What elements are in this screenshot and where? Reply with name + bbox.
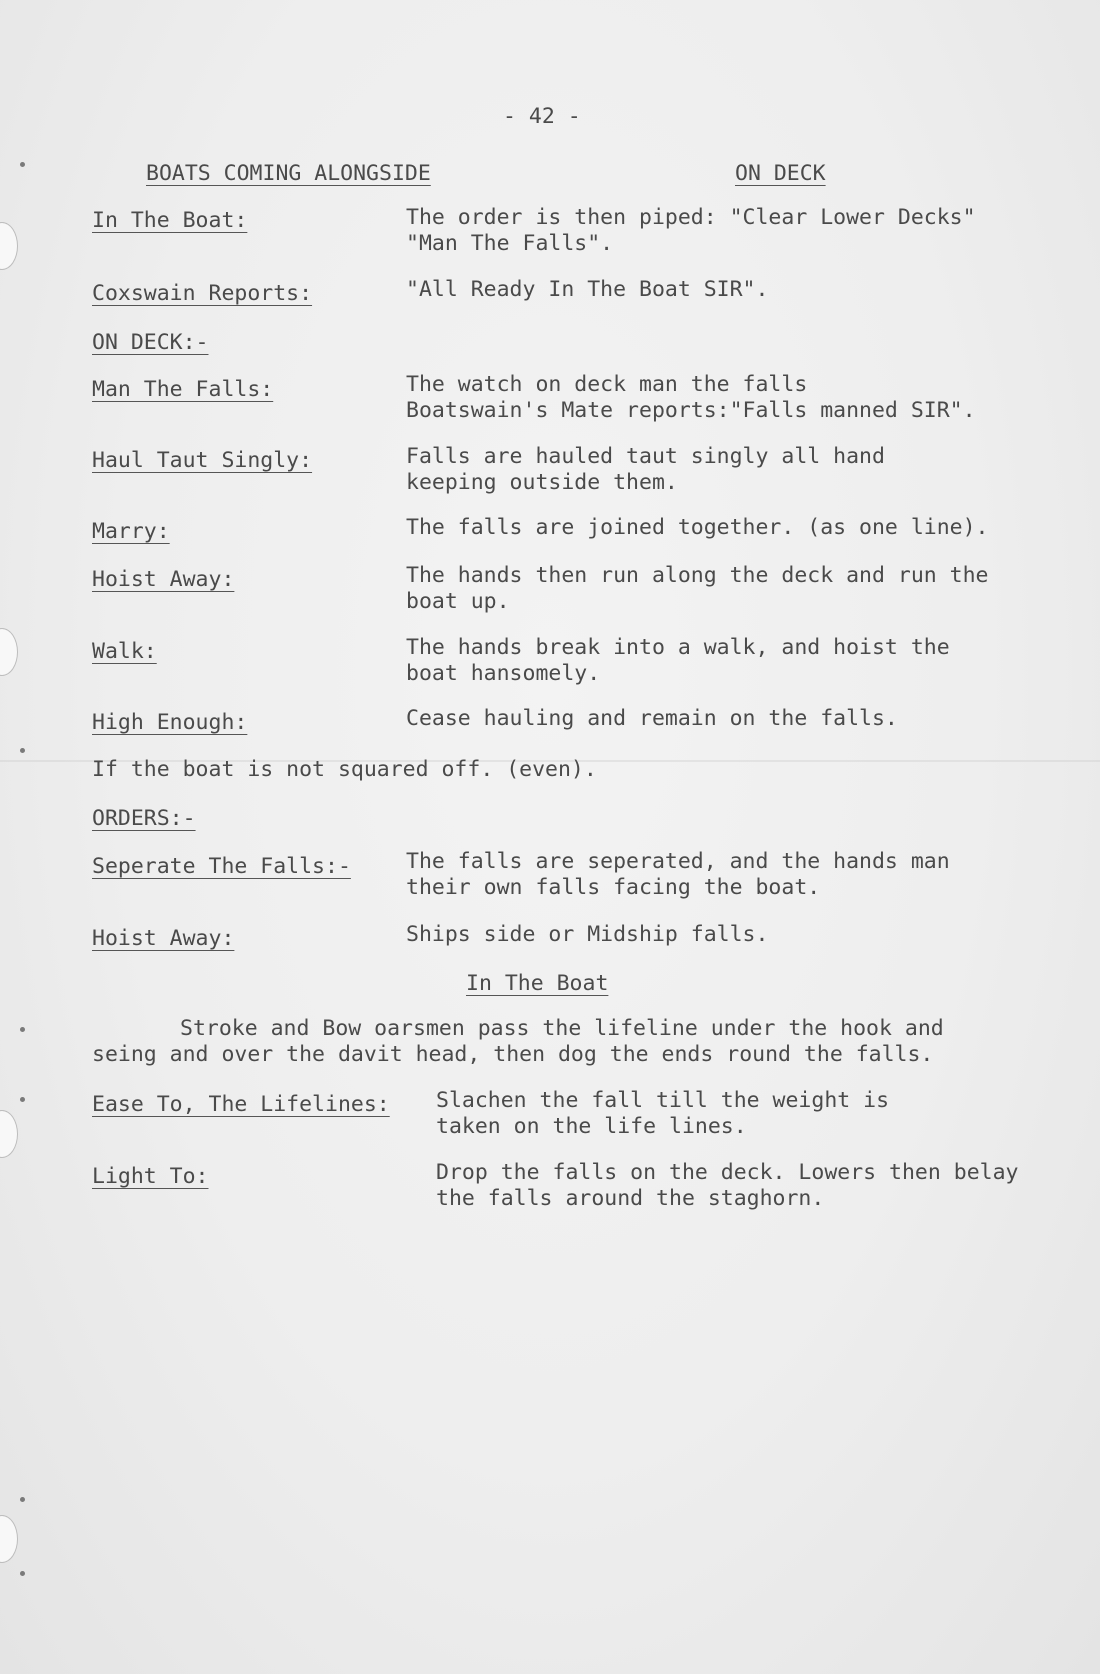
page-number: - 42 - [503,104,581,129]
binder-hole [0,628,18,676]
binder-mark [20,1027,25,1032]
on-deck-heading: ON DECK:- [92,330,209,355]
desc-haul-taut-singly-line1: Falls are hauled taut singly all hand [406,444,885,469]
label-in-the-boat: In The Boat: [92,208,248,233]
binder-mark [20,1571,25,1576]
desc-light-to-line2: the falls around the staghorn. [436,1186,825,1211]
label-hoist-away-2: Hoist Away: [92,926,235,951]
heading-boats-coming-alongside: BOATS COMING ALONGSIDE [146,161,431,186]
binder-hole [0,1515,18,1563]
binder-mark [20,1097,25,1102]
binder-hole [0,1110,18,1158]
desc-ease-to-line2: taken on the life lines. [436,1114,747,1139]
label-walk: Walk: [92,639,157,664]
desc-haul-taut-singly-line2: keeping outside them. [406,470,678,495]
desc-walk-line1: The hands break into a walk, and hoist the [406,635,950,660]
label-coxswain-reports: Coxswain Reports: [92,281,313,306]
label-man-the-falls: Man The Falls: [92,377,274,402]
desc-seperate-the-falls-line2: their own falls facing the boat. [406,875,821,900]
desc-light-to-line1: Drop the falls on the deck. Lowers then belay [436,1160,1019,1185]
desc-in-the-boat-line1: The order is then piped: "Clear Lower Decks" [406,205,976,230]
desc-man-the-falls-line1: The watch on deck man the falls [406,372,808,397]
label-seperate-the-falls: Seperate The Falls:- [92,854,351,879]
label-hoist-away: Hoist Away: [92,567,235,592]
desc-in-the-boat-line2: "Man The Falls". [406,231,614,256]
paragraph-line2: seing and over the davit head, then dog the ends round the falls. [92,1042,934,1067]
paragraph-line1: Stroke and Bow oarsmen pass the lifeline under the hook and [180,1016,944,1041]
desc-ease-to-line1: Slachen the fall till the weight is [436,1088,890,1113]
label-haul-taut-singly: Haul Taut Singly: [92,448,313,473]
binder-hole [0,222,18,270]
orders-heading: ORDERS:- [92,806,196,831]
desc-walk-line2: boat hansomely. [406,661,601,686]
binder-mark [20,748,25,753]
desc-hoist-away-line1: The hands then run along the deck and run the [406,563,989,588]
squared-off-note: If the boat is not squared off. (even). [92,757,597,782]
label-ease-to-the-lifelines: Ease To, The Lifelines: [92,1092,390,1117]
binder-mark [20,162,25,167]
label-light-to: Light To: [92,1164,209,1189]
heading-on-deck: ON DECK [735,161,826,186]
desc-coxswain-reports: "All Ready In The Boat SIR". [406,277,769,302]
desc-seperate-the-falls-line1: The falls are seperated, and the hands man [406,849,950,874]
desc-hoist-away-line2: boat up. [406,589,510,614]
desc-high-enough: Cease hauling and remain on the falls. [406,706,898,731]
desc-hoist-away-2: Ships side or Midship falls. [406,922,769,947]
label-high-enough: High Enough: [92,710,248,735]
label-marry: Marry: [92,519,170,544]
desc-man-the-falls-line2: Boatswain's Mate reports:"Falls manned SIR". [406,398,976,423]
binder-mark [20,1497,25,1502]
desc-marry: The falls are joined together. (as one line). [406,515,989,540]
in-the-boat-heading: In The Boat [466,971,609,996]
